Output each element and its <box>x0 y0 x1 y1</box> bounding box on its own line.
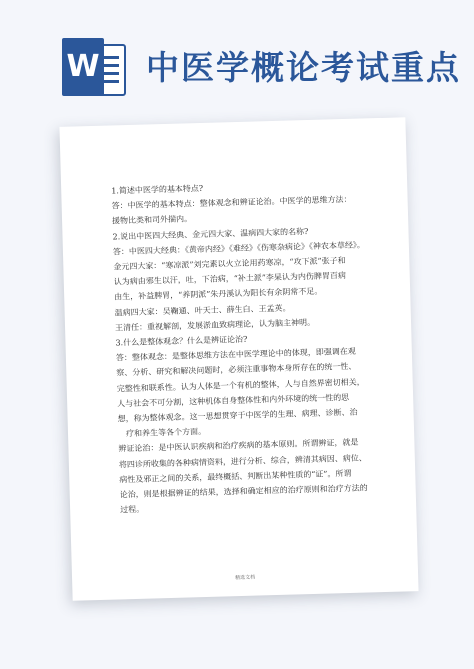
document-title: 中医学概论考试重点 <box>146 48 461 87</box>
document-body <box>111 176 378 518</box>
answer-line: 温病四大家：吴鞠通、叶天士、薛生白、王孟英。 <box>114 303 291 318</box>
word-document-icon <box>62 38 126 98</box>
answer-line: 由生，补益脾胃，“养阴派”朱丹溪认为阳长有余阴常不足。 <box>114 287 323 302</box>
answer-line: 疗和养生等各个方面。 <box>125 427 207 439</box>
question-1: 1.简述中医学的基本特点? <box>111 183 204 196</box>
answer-line: 答：中医学的基本特点：整体观念和辨证论治。中医学的思维方法： <box>111 194 352 211</box>
answer-line: 将四诊所收集的各种病情资料，进行分析、综合，辨清其病因、病位、 <box>118 453 367 470</box>
question-2: 2.说出中医四大经典、金元四大家、温病四大家的名称? <box>112 226 309 242</box>
answer-line: 人与社会不可分割，这种机体自身整体性和内外环境的统一性的思 <box>117 392 350 409</box>
answer-line: 认为病由邪生以汗，吐，下治病，“补土派”李杲认为内伤脾胃百病 <box>113 271 347 287</box>
word-icon-badge: W <box>62 38 104 96</box>
answer-line: 答：整体观念：是整体思维方法在中医学理论中的体现，即强调在观 <box>115 346 356 363</box>
answer-line: 察、分析、研究和解决问题时，必须注重事物本身所存在的统一性、 <box>116 362 357 378</box>
answer-line: 病性及邪正之间的关系，最终概括、判断出某种性质的“证”。所谓 <box>119 468 352 485</box>
page-footer: 精选文档 <box>235 574 256 582</box>
document-page <box>59 117 418 600</box>
question-3: 3.什么是整体观念？什么是辨证论治? <box>115 334 248 348</box>
answer-line: 过程。 <box>120 504 145 515</box>
answer-line: 答：中医四大经典：《黄帝内经》《难经》《伤寒杂病论》《神农本草经》。 <box>112 240 365 257</box>
answer-line: 王清任：重视解剖，发展淤血致病理论，认为脑主神明。 <box>114 317 316 333</box>
answer-line: 辨证论治：是中医认识疾病和治疗疾病的基本原则。所谓辨证，就是 <box>118 438 359 454</box>
answer-line: 完整性和联系性。认为人体是一个有机的整体，人与自然界密切相关， <box>116 377 365 394</box>
header-banner <box>0 0 474 118</box>
answer-line: 援物比类和司外揣内。 <box>111 214 193 226</box>
answer-line: 想，称为整体观念。这一思想贯穿于中医学的生理、病理、诊断、治 <box>117 407 358 424</box>
answer-line: 论治，则是根据辨证的结果，选择和确定相应的治疗原则和治疗方法的 <box>119 483 368 500</box>
answer-line: 金元四大家：“寒凉派”刘完素以火立论用药寒凉，“攻下派”张子和 <box>113 256 346 272</box>
